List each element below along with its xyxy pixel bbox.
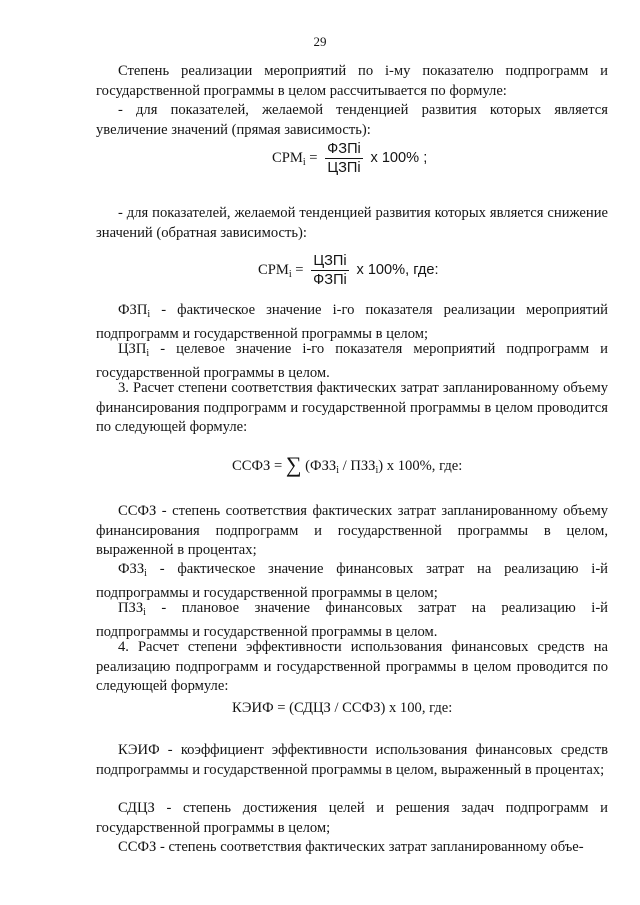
definition-sdcz: СДЦЗ - степень достижения целей и решения задач подпрограмм и государственной программы в целом; <box>96 800 608 836</box>
definition-fzp <box>96 301 608 344</box>
formula-equals: = <box>291 261 304 278</box>
definition-subscript: i <box>144 568 147 579</box>
formula-fraction <box>325 140 363 177</box>
formula-lhs: ССФЗ = <box>232 458 283 474</box>
formula-subscript: i <box>302 156 306 168</box>
definition-symbol: ФЗЗ <box>118 561 145 577</box>
formula-srm-inverse <box>258 252 439 289</box>
paragraph-direct-dependency: - для показателей, желаемой тенденцией развития которых является увеличение значений (прямая зависимость): <box>96 102 608 138</box>
page-number: 29 <box>313 34 327 49</box>
formula-lhs: СРМ <box>272 149 303 166</box>
fraction-denominator: ЦЗПi <box>327 160 361 176</box>
definition-pzz <box>96 599 608 642</box>
definition-text: - фактическое значение i-го показателя реализации мероприятий подпрограмм и государственной программы в целом; <box>96 302 608 342</box>
definition-text: - плановое значение финансовых затрат на реализацию i-й подпрограммы и государственной программы в целом. <box>96 600 608 640</box>
paragraph-intro: Степень реализации мероприятий по i-му показателю подпрограмм и государственной программы в целом рассчитывается по формуле: <box>96 63 608 99</box>
fraction-numerator: ЦЗПi <box>311 252 349 271</box>
formula-keif: КЭИФ = (СДЦЗ / ССФЗ) х 100, где: <box>232 700 453 716</box>
formula-open: (ФЗЗ <box>301 458 337 474</box>
paragraph-section-3: 3. Расчет степени соответствия фактических затрат запланированному объему финансирования подпрограмм и государственной программы в целом проводится по следующей формуле: <box>96 380 608 435</box>
sum-symbol: ∑ <box>285 452 302 477</box>
definition-subscript: i <box>146 348 150 359</box>
formula-fraction <box>311 252 349 289</box>
definition-subscript: i <box>143 607 146 618</box>
formula-lhs: СРМ <box>258 261 289 278</box>
definition-fzz <box>96 560 608 603</box>
definition-symbol: ФЗП <box>118 302 148 318</box>
formula-srm-direct <box>272 140 427 177</box>
formula-tail: ) х 100%, где: <box>378 458 463 474</box>
formula-subscript-1: i <box>336 465 339 476</box>
formula-equals: = <box>305 149 318 166</box>
definition-ssfz-continued: ССФЗ - степень соответствия фактических затрат запланированному объе- <box>118 839 584 855</box>
paragraph-section-4: 4. Расчет степени эффективности использования финансовых средств на реализацию подпрограмм и государственной программы в целом проводится по следующей формуле: <box>96 639 608 694</box>
definition-czp <box>96 340 608 383</box>
formula-subscript-2: i <box>375 465 379 476</box>
definition-keif: КЭИФ - коэффициент эффективности использования финансовых средств подпрограммы и государственной программы в целом, выраженный в процентах; <box>96 742 608 778</box>
definition-ssfz: ССФЗ - степень соответствия фактических затрат запланированному объему финансирования подпрограмм и государственной программы в целом, выраженной в процентах; <box>96 503 608 558</box>
fraction-denominator: ФЗПi <box>313 272 347 288</box>
definition-text: - целевое значение i-го показателя мероприятий подпрограмм и государственной программы в целом. <box>96 341 608 381</box>
formula-subscript: i <box>288 268 292 280</box>
paragraph-inverse-dependency: - для показателей, желаемой тенденцией развития которых является снижение значений (обратная зависимость): <box>96 205 608 241</box>
fraction-numerator: ФЗПi <box>327 141 361 157</box>
formula-mid: / ПЗЗ <box>338 458 376 474</box>
definition-symbol: ПЗЗ <box>118 600 144 616</box>
definition-text: - фактическое значение финансовых затрат на реализацию i-й подпрограммы и государственной программы в целом; <box>96 561 608 601</box>
formula-ssfz <box>232 452 463 480</box>
formula-tail: х 100%, где: <box>356 261 439 278</box>
definition-symbol: ЦЗП <box>118 341 147 357</box>
definition-subscript: i <box>147 309 151 320</box>
formula-tail: х 100% ; <box>370 149 428 166</box>
